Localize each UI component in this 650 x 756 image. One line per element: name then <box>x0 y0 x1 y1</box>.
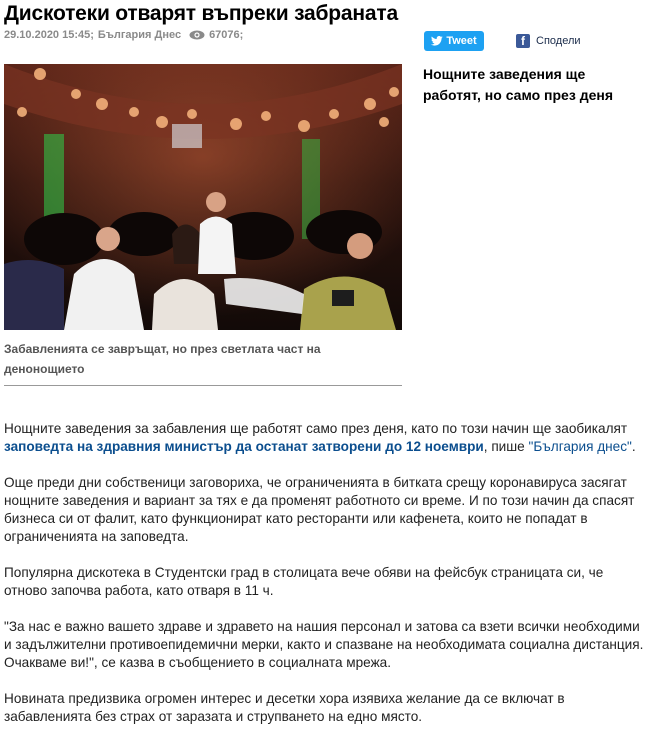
paragraph-1 <box>4 420 650 456</box>
source-link[interactable]: "България днес" <box>528 439 632 454</box>
publish-datetime: 29.10.2020 15:45; <box>4 29 94 41</box>
caption-divider <box>4 385 402 386</box>
article-title: Дискотеки отварят въпреки забраната <box>4 2 398 25</box>
article-meta <box>4 29 243 41</box>
article-lead: Нощните заведения ще работят, но само през деня <box>423 66 613 103</box>
facebook-share-button[interactable] <box>516 31 581 51</box>
tweet-label: Tweet <box>446 35 477 47</box>
paragraph-3: Популярна дискотека в Студентски град в столицата вече обяви на фейсбук страницата си, че отново започва работа, като отваря в 11 ч. <box>4 565 604 598</box>
article-photo <box>4 64 402 330</box>
paragraph-5: Новината предизвика огромен интерес и десетки хора изявиха желание да се включат в забавленията без страх от заразата и струпването на едно място. <box>4 691 565 724</box>
source-name: България Днес <box>97 29 182 41</box>
paragraph-2: Още преди дни собственици заговориха, че ограниченията в битката срещу коронавируса засягат нощните заведения и вариант за тях е да променят работното си време. И по този начин да спасят бизнеса си от фалит, като функционират като ресторанти или кафенета, които не попадат в ограниченията на заповедта. <box>4 475 635 544</box>
tweet-button[interactable] <box>424 31 484 51</box>
twitter-bird-icon <box>431 36 443 46</box>
facebook-share-label: Сподели <box>536 35 581 47</box>
eye-icon <box>189 30 205 40</box>
minister-order-link[interactable]: заповедта на здравния министър да останат затворени до 12 ноември <box>4 439 484 454</box>
p1-text-1: Нощните заведения за забавления ще работят само през деня, като по този начин ще заобикалят <box>4 421 628 436</box>
view-count: 67076; <box>209 29 244 41</box>
article-body <box>4 420 650 744</box>
photo-caption: Забавленията се завръщат, но през светлата част на денонощието <box>4 342 321 376</box>
p1-text-3: . <box>631 439 636 454</box>
facebook-f-icon: f <box>516 34 530 48</box>
p1-text-2: , пише <box>483 439 529 454</box>
paragraph-4: "За нас е важно вашето здраве и здравето на нашия персонал и затова са взети всички необходими и задължителни противоепидемични мерки, както и спазване на необходимата социална дистанция. Очакваме ви!", се казва в съобщението в социалната мрежа. <box>4 619 644 670</box>
